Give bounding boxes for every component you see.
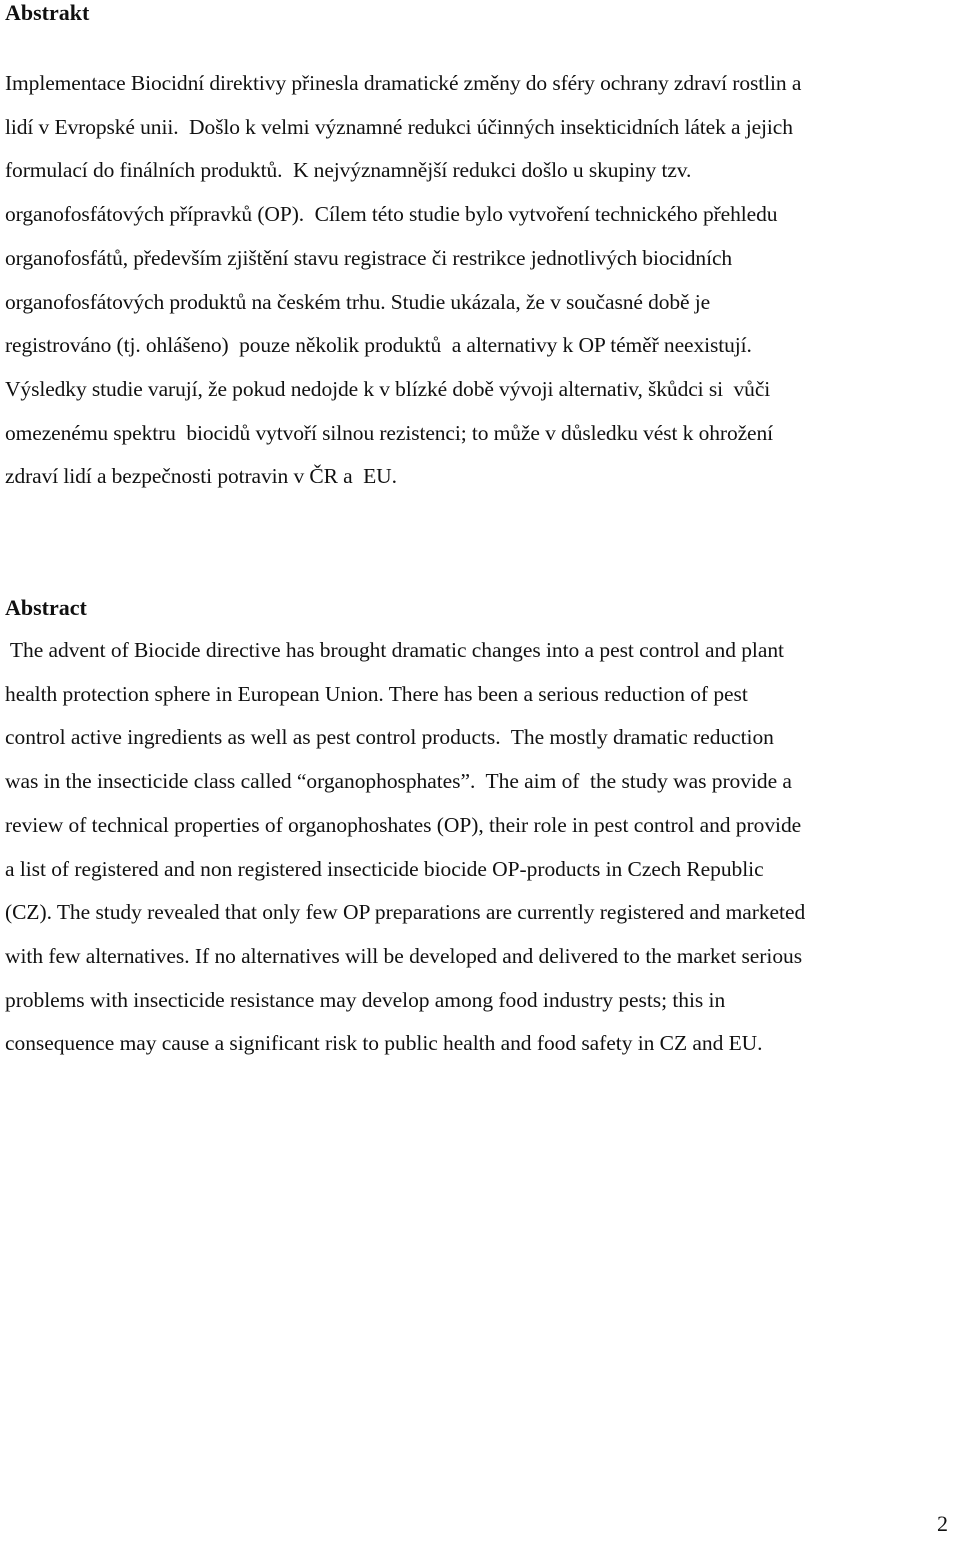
text-line: organofosfátových produktů na českém trhu. Studie ukázala, že v současné době je xyxy=(5,289,711,314)
text-line: The advent of Biocide directive has brought dramatic changes into a pest control and plant xyxy=(5,638,784,662)
english-abstract-heading: Abstract xyxy=(5,595,87,620)
czech-abstract-heading: Abstrakt xyxy=(5,0,90,25)
text-line: was in the insecticide class called “organophosphates”. The aim of the study was provide a xyxy=(5,769,792,794)
text-line: organofosfátů, především zjištění stavu registrace či restrikce jednotlivých biocidních xyxy=(5,245,733,270)
text-line: with few alternatives. If no alternatives will be developed and delivered to the market serious xyxy=(5,943,803,968)
text-line: formulací do finálních produktů. K nejvýznamnější redukci došlo u skupiny tzv. xyxy=(5,158,692,183)
text-line: omezenému spektru biocidů vytvoří silnou rezistenci; to může v důsledku vést k ohrožení xyxy=(5,420,774,445)
text-line: Implementace Biocidní direktivy přinesla dramatické změny do sféry ochrany zdraví rostlin a xyxy=(5,71,802,95)
text-line: registrováno (tj. ohlášeno) pouze několik produktů a alternativy k OP téměř neexistují. xyxy=(5,333,752,358)
document-page xyxy=(5,0,955,1543)
czech-abstract-paragraph xyxy=(5,62,955,499)
text-line: a list of registered and non registered insecticide biocide OP-products in Czech Republic xyxy=(5,856,764,881)
text-line: problems with insecticide resistance may develop among food industry pests; this in xyxy=(5,987,726,1012)
page-number: 2 xyxy=(937,1511,948,1536)
text-line: control active ingredients as well as pest control products. The mostly dramatic reduction xyxy=(5,725,774,750)
text-line: lidí v Evropské unii. Došlo k velmi významné redukci účinných insekticidních látek a jejich xyxy=(5,114,793,139)
text-line: review of technical properties of organophoshates (OP), their role in pest control and provide xyxy=(5,812,802,837)
text-line: Výsledky studie varují, že pokud nedojde k v blízké době vývoji alternativ, škůdci si vůči xyxy=(5,376,771,401)
text-line: organofosfátových přípravků (OP). Cílem této studie bylo vytvoření technického přehledu xyxy=(5,202,778,227)
english-abstract-paragraph xyxy=(5,629,955,1066)
text-line: health protection sphere in European Union. There has been a serious reduction of pest xyxy=(5,681,748,706)
text-line: zdraví lidí a bezpečnosti potravin v ČR a EU. xyxy=(5,464,397,489)
text-line: consequence may cause a significant risk to public health and food safety in CZ and EU. xyxy=(5,1031,763,1056)
text-line: (CZ). The study revealed that only few OP preparations are currently registered and marketed xyxy=(5,900,806,925)
